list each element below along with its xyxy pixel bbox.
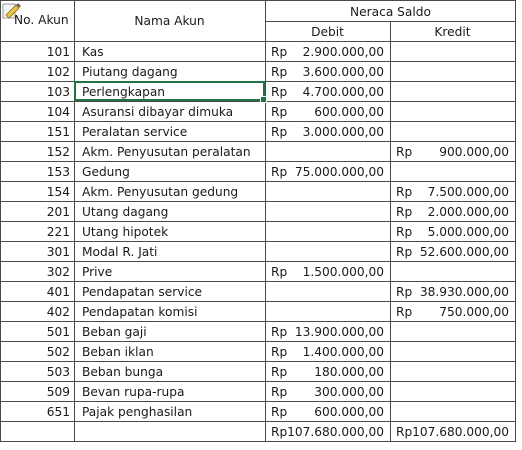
debit-cell[interactable] [265,42,390,62]
header-kredit: Kredit [434,25,471,39]
kredit-amount: 5.000.000,00 [427,225,509,239]
currency-label: Rp [396,145,413,159]
debit-amount: 1.500.000,00 [302,265,384,279]
debit-amount: 13.900.000,00 [294,325,384,339]
currency-label: Rp [271,85,288,99]
account-number-cell[interactable]: 152 [46,145,70,159]
debit-cell[interactable] [265,302,390,322]
account-name-cell[interactable]: Pendapatan service [82,285,203,299]
currency-label: Rp [396,205,413,219]
header-nama-akun: Nama Akun [134,14,205,28]
account-number-cell[interactable]: 302 [46,265,70,279]
debit-cell[interactable] [265,202,390,222]
debit-cell[interactable] [265,222,390,242]
kredit-cell[interactable] [390,222,515,242]
account-number-cell[interactable]: 103 [46,85,70,99]
account-name-cell[interactable]: Beban iklan [82,345,154,359]
currency-label: Rp [271,325,288,339]
debit-amount: 4.700.000,00 [302,85,384,99]
account-name-cell[interactable]: Perlengkapan [82,85,166,99]
total-debit-value: 107.680.000,00 [287,425,384,439]
currency-label: Rp [396,225,413,239]
kredit-cell[interactable] [390,82,515,102]
header-debit: Debit [311,25,344,39]
debit-cell[interactable] [265,262,390,282]
debit-amount: 75.000.000,00 [294,165,384,179]
kredit-cell[interactable] [390,402,515,422]
account-number-cell[interactable]: 201 [46,205,70,219]
account-number-cell[interactable]: 503 [46,365,70,379]
currency-label: Rp [396,305,413,319]
currency-label: Rp [271,425,288,439]
kredit-cell[interactable] [390,142,515,162]
debit-cell[interactable] [265,102,390,122]
total-debit [265,422,390,442]
kredit-cell[interactable] [390,42,515,62]
debit-cell[interactable] [265,282,390,302]
debit-cell[interactable] [265,82,390,102]
debit-amount: 600.000,00 [314,405,384,419]
account-name-cell[interactable]: Akm. Penyusutan gedung [82,185,239,199]
account-number-cell[interactable]: 301 [46,245,70,259]
kredit-cell[interactable] [390,162,515,182]
currency-label: Rp [271,345,288,359]
account-name-cell[interactable]: Utang hipotek [82,225,169,239]
account-name-cell[interactable]: Prive [82,265,113,279]
account-number-cell[interactable]: 104 [46,105,70,119]
currency-label: Rp [271,265,288,279]
account-name-cell[interactable]: Pendapatan komisi [82,305,198,319]
account-number-cell[interactable]: 102 [46,65,70,79]
currency-label: Rp [271,125,288,139]
debit-amount: 3.600.000,00 [302,65,384,79]
kredit-cell[interactable] [390,302,515,322]
account-name-cell[interactable]: Beban gaji [82,325,147,339]
debit-amount: 1.400.000,00 [302,345,384,359]
kredit-cell[interactable] [390,242,515,262]
account-number-cell[interactable]: 502 [46,345,70,359]
account-number-cell[interactable]: 151 [46,125,70,139]
kredit-cell[interactable] [390,282,515,302]
kredit-cell[interactable] [390,122,515,142]
currency-label: Rp [396,285,413,299]
currency-label: Rp [271,105,288,119]
kredit-cell[interactable] [390,382,515,402]
debit-cell[interactable] [265,62,390,82]
debit-cell[interactable] [265,122,390,142]
account-name-cell[interactable]: Utang dagang [82,205,169,219]
kredit-amount: 2.000.000,00 [427,205,509,219]
kredit-cell[interactable] [390,102,515,122]
debit-cell[interactable] [265,362,390,382]
kredit-cell[interactable] [390,322,515,342]
account-name-cell[interactable]: Modal R. Jati [82,245,158,259]
total-kredit-value: 107.680.000,00 [412,425,509,439]
account-name-cell[interactable]: Asuransi dibayar dimuka [82,105,234,119]
debit-cell[interactable] [265,182,390,202]
kredit-cell[interactable] [390,182,515,202]
account-number-cell[interactable]: 402 [46,305,70,319]
currency-label: Rp [271,365,288,379]
kredit-cell[interactable] [390,362,515,382]
kredit-cell[interactable] [390,342,515,362]
kredit-amount: 38.930.000,00 [419,285,509,299]
account-number-cell[interactable]: 501 [46,325,70,339]
kredit-amount: 900.000,00 [439,145,509,159]
kredit-amount: 750.000,00 [439,305,509,319]
account-name-cell[interactable]: Bevan rupa-rupa [82,385,185,399]
account-name-cell[interactable]: Akm. Penyusutan peralatan [82,145,251,159]
account-number-cell[interactable]: 101 [46,45,70,59]
debit-cell[interactable] [265,142,390,162]
account-name-cell[interactable]: Pajak penghasilan [82,405,193,419]
currency-label: Rp [271,385,288,399]
account-name-cell[interactable]: Kas [82,45,104,59]
account-number-cell[interactable]: 509 [46,385,70,399]
debit-cell[interactable] [265,342,390,362]
currency-label: Rp [396,185,413,199]
debit-cell[interactable] [265,162,390,182]
debit-amount: 3.000.000,00 [302,125,384,139]
currency-label: Rp [271,45,288,59]
header-no-akun: No. Akun [14,13,69,27]
grid-line [0,0,516,1]
kredit-amount: 7.500.000,00 [427,185,509,199]
account-name-cell[interactable]: Beban bunga [82,365,164,379]
account-number-cell[interactable]: 154 [46,185,70,199]
currency-label: Rp [396,245,413,259]
kredit-amount: 52.600.000,00 [419,245,509,259]
debit-amount: 300.000,00 [314,385,384,399]
currency-label: Rp [396,425,413,439]
currency-label: Rp [271,165,288,179]
account-number-cell[interactable]: 401 [46,285,70,299]
total-kredit [390,422,515,442]
kredit-cell[interactable] [390,202,515,222]
debit-cell[interactable] [265,382,390,402]
debit-amount: 600.000,00 [314,105,384,119]
debit-amount: 2.900.000,00 [302,45,384,59]
kredit-cell[interactable] [390,262,515,282]
account-number-cell[interactable]: 153 [46,165,70,179]
currency-label: Rp [271,405,288,419]
selected-cell[interactable] [74,81,265,101]
account-name-cell[interactable]: Gedung [82,165,130,179]
debit-cell[interactable] [265,242,390,262]
currency-label: Rp [271,65,288,79]
debit-cell[interactable] [265,402,390,422]
account-number-cell[interactable]: 221 [46,225,70,239]
debit-cell[interactable] [265,322,390,342]
header-neraca-saldo: Neraca Saldo [350,5,431,19]
account-name-cell[interactable]: Peralatan service [82,125,188,139]
kredit-cell[interactable] [390,62,515,82]
account-number-cell[interactable]: 651 [46,405,70,419]
account-name-cell[interactable]: Piutang dagang [82,65,178,79]
debit-amount: 180.000,00 [314,365,384,379]
